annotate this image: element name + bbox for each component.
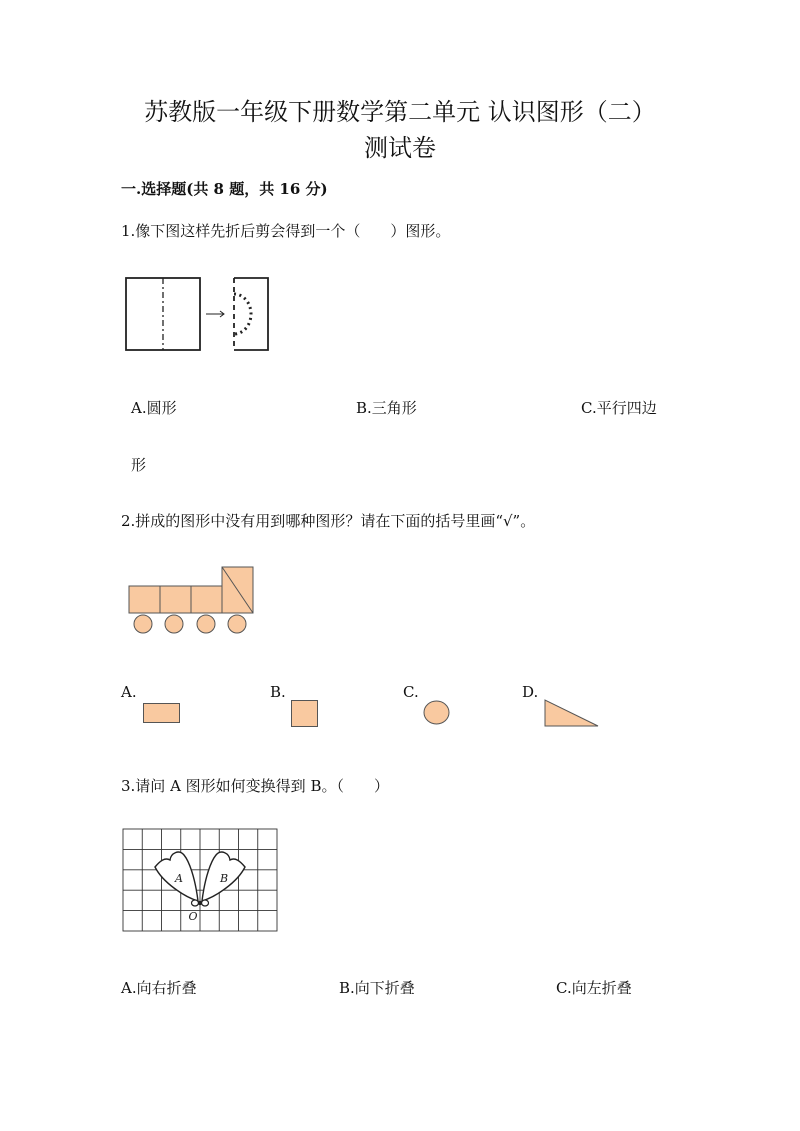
question-2-text: 2.拼成的图形中没有用到哪种图形？请在下面的括号里画“√”。 bbox=[121, 512, 536, 530]
q1-option-a[interactable]: A.圆形 bbox=[131, 399, 177, 417]
q2-option-d[interactable]: D. bbox=[522, 683, 539, 701]
q2-shape-square bbox=[291, 700, 318, 727]
q2-shape-rectangle bbox=[143, 703, 180, 723]
q1-option-c[interactable]: C.平行四边 bbox=[581, 399, 657, 417]
q3-option-a[interactable]: A.向右折叠 bbox=[121, 979, 197, 997]
q2-option-a[interactable]: A. bbox=[121, 683, 137, 701]
question-1-text: 1.像下图这样先折后剪会得到一个（ ）图形。 bbox=[121, 222, 451, 240]
q2-shape-triangle bbox=[544, 699, 600, 727]
figure-label-b: B bbox=[219, 872, 229, 885]
q3-option-c[interactable]: C.向左折叠 bbox=[556, 979, 632, 997]
question-3-grid-figure bbox=[121, 827, 281, 933]
q2-shape-circle bbox=[423, 700, 450, 725]
page-title: 苏教版一年级下册数学第二单元 认识图形（二） bbox=[144, 98, 656, 126]
section-heading: 一.选择题(共 8 题，共 16 分) bbox=[121, 180, 328, 198]
question-3-text: 3.请问 A 图形如何变换得到 B。（ ） bbox=[121, 777, 389, 795]
truck-wheel-1 bbox=[134, 615, 152, 633]
page-subtitle: 测试卷 bbox=[364, 134, 436, 162]
figure-label-o: O bbox=[188, 910, 198, 923]
question-2-figure bbox=[126, 564, 258, 636]
truck-block-1 bbox=[129, 586, 160, 613]
q2-option-b[interactable]: B. bbox=[270, 683, 286, 701]
question-1-figure bbox=[120, 272, 280, 354]
q2-option-c[interactable]: C. bbox=[403, 683, 419, 701]
q1-option-c-wrap: 形 bbox=[131, 456, 147, 474]
truck-wheel-2 bbox=[165, 615, 183, 633]
half-circle-cut bbox=[234, 294, 251, 334]
figure-label-a: A bbox=[175, 872, 183, 885]
q1-option-b[interactable]: B.三角形 bbox=[356, 399, 417, 417]
truck-wheel-4 bbox=[228, 615, 246, 633]
q3-option-b[interactable]: B.向下折叠 bbox=[339, 979, 415, 997]
truck-block-3 bbox=[191, 586, 222, 613]
truck-block-2 bbox=[160, 586, 191, 613]
truck-wheel-3 bbox=[197, 615, 215, 633]
